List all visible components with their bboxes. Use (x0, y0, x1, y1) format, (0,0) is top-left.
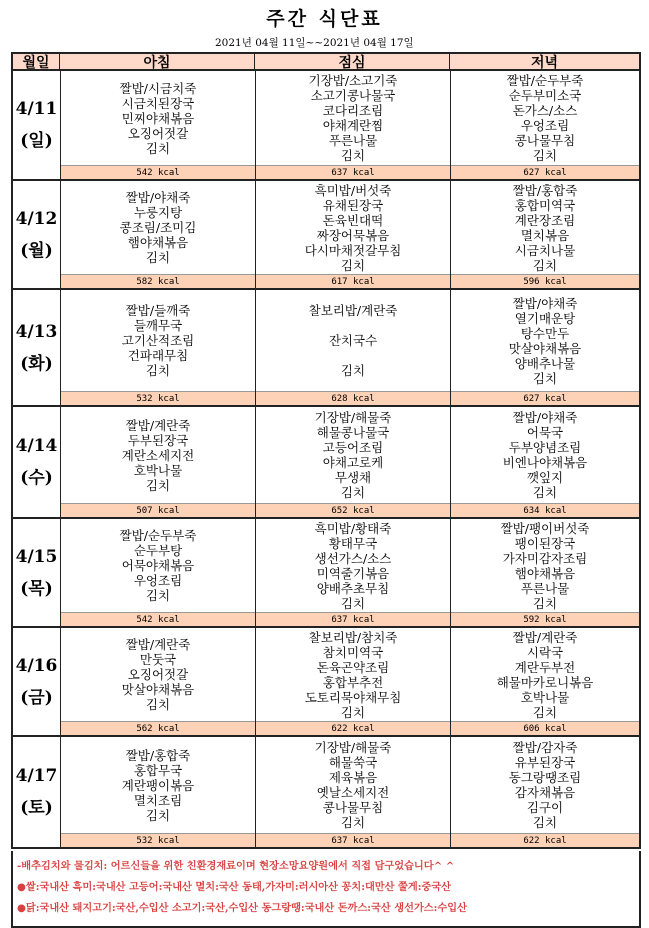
menu-item: 고등어조림 (322, 440, 384, 455)
date-range: 2021년 04월 11일~~2021년 04월 17일 (215, 37, 414, 49)
menu-item: 어묵국 (526, 425, 564, 440)
menu-item: 양배추초무침 (316, 580, 390, 596)
menu-item: 계란장조림 (514, 212, 576, 228)
menu-item: 김치 (340, 485, 366, 500)
day-of-week: (수) (20, 468, 53, 488)
menu-item: 팽이된장국 (514, 535, 576, 551)
menu-item: 콩조림/조미김 (119, 220, 197, 235)
menu-item: 기장밥/해물죽 (314, 410, 392, 425)
menu-item: 들깨무국 (133, 318, 183, 333)
menu-item: 오징어젓갈 (127, 667, 189, 682)
breakfast-items (61, 71, 255, 165)
menu-item: 계란두부전 (514, 659, 576, 675)
menu-item: 멸치조림 (133, 792, 183, 808)
day-cell (13, 71, 61, 179)
menu-item: 김치 (340, 704, 366, 720)
menu-item: 짤밥/홍합죽 (125, 747, 191, 763)
note-origin-2: ●닭:국내산 돼지고기:국산,수입산 소고기:국산,수입산 동그랑땡:국내산 돈까스:국산 생선가스:수입산 (17, 902, 467, 914)
lunch-cell (256, 628, 451, 735)
day-row (11, 407, 641, 519)
day-cell (13, 181, 61, 288)
breakfast-cell (61, 181, 256, 288)
menu-item: 김치 (145, 250, 171, 265)
day-date: 4/15 (15, 546, 58, 567)
lunch-items (256, 290, 450, 391)
menu-item: 무생채 (334, 470, 372, 485)
menu-item: 김구이 (526, 800, 564, 815)
menu-item: 기장밥/해물죽 (314, 740, 392, 755)
lunch-kcal: 637 kcal (256, 165, 450, 179)
menu-item: 황태무국 (328, 535, 378, 551)
menu-item: 짤밥/순두부죽 (119, 528, 197, 543)
menu-item: 해물마카로니볶음 (496, 674, 594, 690)
menu-item: 유채된장국 (322, 197, 384, 213)
day-row (11, 737, 641, 849)
day-date: 4/16 (15, 655, 58, 676)
dinner-cell (451, 181, 639, 288)
notes-box (11, 851, 641, 928)
menu-item: 우엉조림 (133, 573, 183, 588)
day-of-week: (화) (20, 353, 53, 374)
menu-item: 시금치된장국 (121, 95, 195, 111)
note-kimchi: -배추김치와 물김치: 어르신들을 위한 친환경재료이며 현장소망요양원에서 직접 담구었습니다^ ^ (17, 860, 455, 872)
menu-item: 순두부미소국 (508, 88, 582, 103)
menu-item: 김치 (532, 370, 558, 386)
dinner-items (451, 519, 639, 612)
dinner-kcal: 596 kcal (451, 274, 639, 288)
menu-item: 짤밥/들깨죽 (125, 303, 191, 318)
breakfast-kcal: 542 kcal (61, 165, 255, 179)
menu-item: 김치 (340, 257, 366, 273)
breakfast-kcal: 507 kcal (61, 503, 255, 517)
menu-item: 김치 (145, 363, 171, 378)
menu-item: 김치 (532, 704, 558, 720)
menu-item: 맛살야채볶음 (121, 682, 195, 697)
menu-item: 탕수만두 (520, 325, 570, 341)
breakfast-items (61, 407, 255, 503)
menu-item: 감자채볶음 (514, 785, 576, 800)
menu-item: 시금치나물 (514, 242, 576, 258)
menu-item: 김치 (532, 257, 558, 273)
day-row (11, 71, 641, 181)
dinner-cell (451, 71, 639, 179)
dinner-kcal: 627 kcal (451, 391, 639, 405)
menu-item: 멸치볶음 (520, 227, 570, 243)
menu-item: 고기산적조림 (121, 333, 195, 348)
breakfast-cell (61, 628, 256, 735)
menu-item: 돈가스/소스 (512, 103, 578, 118)
lunch-items (256, 181, 450, 274)
day-row (11, 181, 641, 290)
lunch-items (256, 737, 450, 833)
dinner-cell (451, 290, 639, 405)
menu-item: 건파래무침 (127, 348, 189, 363)
dinner-items (451, 71, 639, 165)
menu-item: 오징어젓갈 (127, 125, 189, 141)
lunch-items (256, 628, 450, 721)
header-day: 월일 (22, 54, 50, 71)
day-date: 4/11 (15, 99, 58, 119)
menu-item: 햄야채볶음 (127, 235, 189, 250)
dinner-kcal: 634 kcal (451, 503, 639, 517)
menu-item: 만둣국 (139, 652, 177, 667)
menu-item: 짤밥/팽이버섯죽 (500, 520, 590, 536)
day-of-week: (금) (20, 687, 53, 708)
menu-item: 짤밥/야채죽 (125, 190, 191, 205)
menu-item: 돈육곤약조림 (316, 659, 390, 675)
lunch-cell (256, 519, 451, 626)
menu-item: 다시마채젓갈무침 (304, 242, 402, 258)
menu-item: 열기매운탕 (514, 310, 576, 326)
menu-item: 흑미밥/황태죽 (314, 520, 392, 536)
day-of-week: (월) (20, 240, 53, 261)
breakfast-cell (61, 290, 256, 405)
dinner-cell (451, 519, 639, 626)
menu-item: 콩나물무침 (514, 133, 576, 148)
menu-item: 생선가스/소스 (314, 550, 392, 566)
page-title: 주간 식단표 (266, 8, 383, 30)
breakfast-items (61, 181, 255, 274)
menu-item: 짜장어묵볶음 (316, 227, 390, 243)
menu-item: 김치 (532, 815, 558, 830)
menu-item: 찰보리밥/계란죽 (308, 303, 398, 318)
lunch-kcal: 617 kcal (256, 274, 450, 288)
menu-item: 옛날소세지전 (316, 785, 390, 800)
menu-item: 짤밥/계란죽 (125, 417, 191, 433)
menu-item: 짤밥/계란죽 (512, 629, 578, 645)
breakfast-kcal: 582 kcal (61, 274, 255, 288)
menu-item: 맛살야채볶음 (508, 340, 582, 356)
menu-item: 계란팽이볶음 (121, 777, 195, 793)
menu-item: 김치 (145, 588, 171, 603)
menu-item: 가자미감자조림 (502, 550, 588, 566)
day-row (11, 519, 641, 628)
lunch-cell (256, 71, 451, 179)
dinner-kcal: 627 kcal (451, 165, 639, 179)
menu-item: 우엉조림 (520, 118, 570, 133)
breakfast-cell (61, 519, 256, 626)
menu-item: 미역줄기볶음 (316, 565, 390, 581)
day-row (11, 628, 641, 737)
menu-item: 푸른나물 (520, 580, 570, 596)
dinner-cell (451, 407, 639, 517)
menu-item: 김치 (145, 140, 171, 156)
menu-item: 잔치국수 (328, 333, 378, 348)
day-date: 4/12 (15, 208, 58, 229)
menu-table (11, 52, 641, 849)
menu-item: 제육볶음 (328, 770, 378, 785)
day-rows (11, 71, 641, 849)
menu-item: 민찌야채볶음 (121, 110, 195, 126)
dinner-cell (451, 737, 639, 847)
dinner-items (451, 181, 639, 274)
menu-item: 야채계란찜 (322, 118, 384, 133)
dinner-cell (451, 628, 639, 735)
lunch-cell (256, 290, 451, 405)
menu-item: 짤밥/야채죽 (512, 295, 578, 311)
menu-item: 짤밥/시금치죽 (119, 80, 197, 96)
menu-item: 계란소세지전 (121, 447, 195, 463)
menu-item: 콩나물무침 (322, 800, 384, 815)
lunch-items (256, 71, 450, 165)
menu-item: 돈육빈대떡 (322, 212, 384, 228)
breakfast-kcal: 562 kcal (61, 721, 255, 735)
menu-item: 동그랑땡조림 (508, 770, 582, 785)
menu-item: 흑미밥/버섯죽 (314, 182, 392, 198)
menu-item: 김치 (145, 807, 171, 823)
menu-item: 유부된장국 (514, 755, 576, 770)
menu-item: 김치 (532, 595, 558, 611)
day-of-week: (일) (20, 131, 53, 151)
breakfast-kcal: 532 kcal (61, 391, 255, 405)
menu-item: 김치 (340, 815, 366, 830)
menu-item: 홍합부추전 (322, 674, 384, 690)
day-row (11, 290, 641, 407)
menu-item: 짤밥/야채죽 (512, 410, 578, 425)
breakfast-cell (61, 407, 256, 517)
dinner-items (451, 737, 639, 833)
menu-item: 소고기콩나물국 (310, 88, 396, 103)
menu-item: 해물쑥국 (328, 755, 378, 770)
menu-item: 김치 (340, 148, 366, 163)
breakfast-kcal: 542 kcal (61, 612, 255, 626)
menu-item: 짤밥/계란죽 (125, 637, 191, 652)
menu-item: 양배추나물 (514, 355, 576, 371)
dinner-kcal: 592 kcal (451, 612, 639, 626)
breakfast-cell (61, 71, 256, 179)
dinner-items (451, 290, 639, 391)
lunch-kcal: 637 kcal (256, 833, 450, 847)
menu-item: 호박나물 (520, 689, 570, 705)
menu-item: 해물콩나물국 (316, 425, 390, 440)
day-cell (13, 519, 61, 626)
menu-item: 김치 (532, 485, 558, 500)
lunch-kcal: 637 kcal (256, 612, 450, 626)
lunch-kcal: 652 kcal (256, 503, 450, 517)
day-date: 4/17 (15, 766, 58, 786)
menu-item: 어묵야채볶음 (121, 558, 195, 573)
menu-item: 시락국 (526, 644, 564, 660)
menu-item: 깻잎지 (526, 470, 564, 485)
menu-item: 홍합무국 (133, 762, 183, 778)
day-of-week: (토) (20, 798, 53, 818)
day-cell (13, 628, 61, 735)
menu-item: 기장밥/소고기죽 (308, 73, 398, 88)
menu-item: 김치 (145, 697, 171, 712)
header-breakfast: 아침 (59, 54, 254, 69)
day-cell (13, 407, 61, 517)
lunch-cell (256, 181, 451, 288)
menu-item: 두부양념조림 (508, 440, 582, 455)
breakfast-items (61, 628, 255, 721)
menu-item: 짤밥/홍합죽 (512, 182, 578, 198)
menu-item: 호박나물 (133, 462, 183, 478)
lunch-cell (256, 407, 451, 517)
lunch-items (256, 407, 450, 503)
lunch-kcal: 622 kcal (256, 721, 450, 735)
dinner-kcal: 606 kcal (451, 721, 639, 735)
menu-item: 야채고로케 (322, 455, 384, 470)
day-cell (13, 737, 61, 847)
menu-item: 두부된장국 (127, 432, 189, 448)
breakfast-items (61, 737, 255, 833)
menu-item: 코다리조림 (322, 103, 384, 118)
menu-item: 비엔나야채볶음 (502, 455, 588, 470)
menu-item: 홍합미역국 (514, 197, 576, 213)
day-date: 4/13 (15, 321, 58, 342)
dinner-kcal: 622 kcal (451, 833, 639, 847)
menu-item: 김치 (340, 595, 366, 611)
lunch-items (256, 519, 450, 612)
breakfast-items (61, 290, 255, 391)
table-header (11, 52, 641, 71)
menu-item: 김치 (532, 148, 558, 163)
menu-item: 찰보리밥/참치죽 (308, 629, 398, 645)
day-cell (13, 290, 61, 405)
menu-item: 누룽지탕 (133, 205, 183, 220)
note-origin-1: ●쌀:국내산 흑미:국내산 고등어:국내산 멸치:국산 동태,가자미:러시아산 꽁치:대만산 쭐게:중국산 (17, 881, 451, 893)
menu-item: 햄야채볶음 (514, 565, 576, 581)
breakfast-cell (61, 737, 256, 847)
menu-item: 참치미역국 (322, 644, 384, 660)
dinner-items (451, 407, 639, 503)
lunch-kcal: 628 kcal (256, 391, 450, 405)
menu-item: 도토리묵야채무침 (304, 689, 402, 705)
menu-item: 순두부탕 (133, 543, 183, 558)
menu-item: 김치 (340, 363, 366, 378)
breakfast-kcal: 532 kcal (61, 833, 255, 847)
header-lunch: 점심 (254, 54, 449, 69)
menu-item: 짤밥/순두부죽 (506, 73, 584, 88)
menu-item: 짤밥/감자죽 (512, 740, 578, 755)
breakfast-items (61, 519, 255, 612)
header-dinner: 저녁 (449, 54, 639, 69)
day-of-week: (목) (20, 578, 53, 599)
lunch-cell (256, 737, 451, 847)
menu-item: 김치 (145, 477, 171, 493)
menu-item: 푸른나물 (328, 133, 378, 148)
day-date: 4/14 (15, 436, 58, 456)
dinner-items (451, 628, 639, 721)
